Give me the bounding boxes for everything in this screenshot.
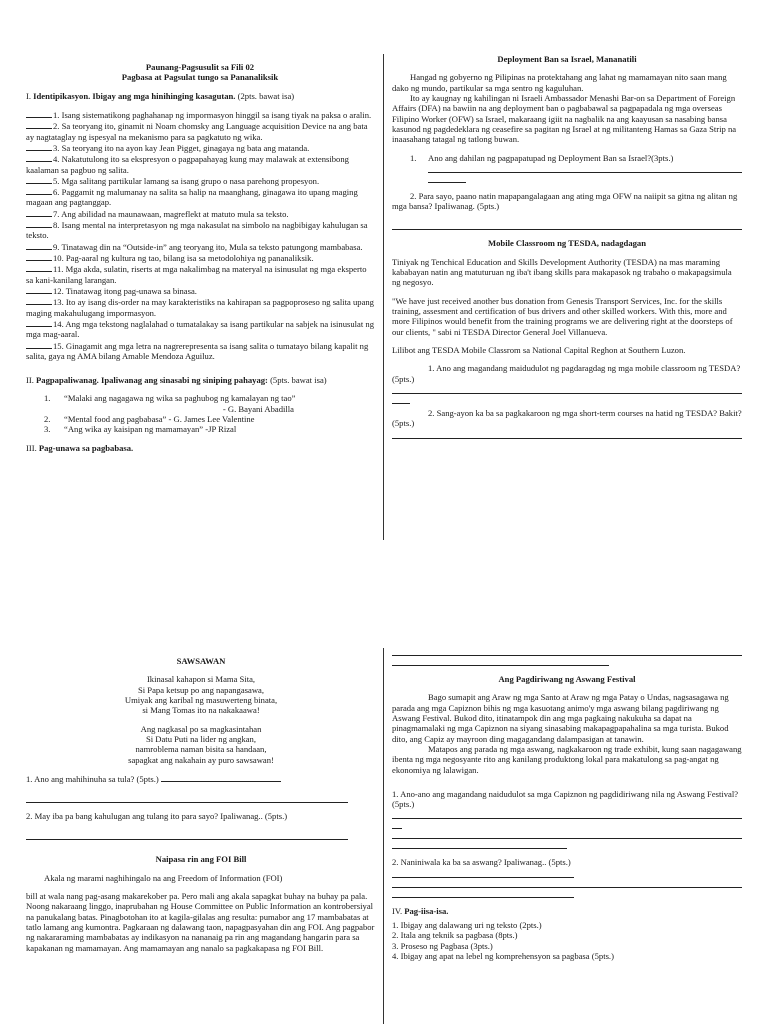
answer-blank[interactable] <box>26 340 52 349</box>
article-paragraph: Lilibot ang TESDA Mobile Classrom sa National Capital Reghon at Southern Luzon. <box>392 344 686 355</box>
column-divider-top <box>383 54 384 540</box>
question-item: 1. Ano-ano ang magandang naidudulot sa mga Capiznon ng pagdidiriwang nila ng Aswang Festival? (5pts.) <box>392 788 739 810</box>
article-paragraph: Matapos ang parada ng mga aswang, nagkakaroon ng trade exhibit, kung saan nagagawang ibenta ng mga negosyante rito ang kanilang produktong lokal para makatulong sa pag-angat ng ekonomiya ng lalawigan. <box>392 743 742 775</box>
identification-item: 13. Ito ay isang dis-order na may karakteristiks na kahirapan sa pagpoproseso ng salita upang maging makahulugang impormasyon. <box>26 297 374 318</box>
poem-line: Ikinasal kahapon si Mama Sita, <box>146 674 256 685</box>
quote-item: 3. “Ang wika ay kaisipan ng mamamayan” -JP Rizal <box>44 424 237 435</box>
poem-line: Umiyak ang karibal ng masuwerteng binata, <box>124 694 278 705</box>
answer-blank[interactable] <box>26 208 52 217</box>
quote-item: 2. “Mental food ang pagbabasa” - G. James Lee Valentine <box>44 414 255 425</box>
article-title: Naipasa rin ang FOI Bill <box>155 854 247 865</box>
answer-blank[interactable] <box>26 175 52 184</box>
answer-line[interactable] <box>428 173 466 183</box>
answer-line[interactable] <box>26 821 348 840</box>
identification-item: 11. Mga akda, sulatin, riserts at mga nakalimbag na materyal na isinusulat ng mga eksperto sa kani-kanilang larangan. <box>26 264 367 285</box>
poem-line: sapagkat ang nakahain ay puro sawsawan! <box>128 754 274 765</box>
section-3-heading: III. Pag-unawa sa pagbabasa. <box>26 442 134 453</box>
answer-blank[interactable] <box>26 142 52 151</box>
answer-blank[interactable] <box>26 285 52 294</box>
quote-list <box>26 393 374 434</box>
poem-line: Ang nagkasal po sa magkasintahan <box>140 723 262 734</box>
answer-blank[interactable] <box>26 120 52 129</box>
article-title: Ang Pagdiriwang ng Aswang Festival <box>498 674 636 684</box>
article-paragraph: Akala ng marami naghihingalo na ang Freedom of Information (FOI) <box>44 872 283 883</box>
section-4-heading: IV. Pag-iisa-isa. <box>392 905 449 916</box>
answer-line[interactable] <box>392 839 567 849</box>
poem-stanza <box>26 674 376 715</box>
answer-line[interactable] <box>392 211 742 230</box>
question-item: 2. Para sayo, paano natin mapapangalagaan ang ating mga OFW na naiipit sa gitna ng alitan ng mga bansa? Ipaliwanag. (5pts.) <box>392 190 738 212</box>
question-item: 2. Naniniwala ka ba sa aswang? Ipaliwanag.. (5pts.) <box>392 857 571 868</box>
question-item: 1. Ano ang mahihinuha sa tula? (5pts.) <box>26 773 376 784</box>
answer-line[interactable] <box>392 646 742 656</box>
answer-line[interactable] <box>392 829 742 839</box>
section-1-heading: I. Identipikasyon. Ibigay ang mga hinihinging kasagutan. (2pts. bawat isa) <box>26 90 295 101</box>
reading-sawsawan <box>26 656 376 1024</box>
poem-title: SAWSAWAN <box>176 656 226 666</box>
enumeration-item: 2. Itala ang teknik sa pagbasa (8pts.) <box>392 930 518 941</box>
poem-line: namroblema naman bisita sa handaan, <box>135 744 267 755</box>
identification-item: 5. Mga salitang partikular lamang sa isang grupo o nasa parehong propesyon. <box>26 175 374 186</box>
answer-line[interactable] <box>392 809 742 819</box>
identification-item: 8. Isang mental na interpretasyon ng mga nakasulat na simbolo na nagbibigay kahulugan sa teksto. <box>26 220 368 241</box>
answer-line[interactable] <box>392 819 402 829</box>
enumeration-item: 3. Proseso ng Pagbasa (3pts.) <box>392 940 493 951</box>
enumeration-item: 1. Ibigay ang dalawang uri ng teksto (2pts.) <box>392 920 542 931</box>
answer-blank[interactable] <box>26 153 52 162</box>
answer-line[interactable] <box>392 888 574 898</box>
exam-section-identification <box>26 62 374 532</box>
section-2-heading: II. Pagpapaliwanag. Ipaliwanag ang sinasabi ng siniping pahayag: (5pts. bawat isa) <box>26 375 327 386</box>
identification-item: 9. Tinatawag din na “Outside-in” ang teoryang ito, Mula sa teksto patungong mambabasa. <box>26 241 374 252</box>
identification-item: 10. Pag-aaral ng kultura ng tao, bilang isa sa metodolohiya ng pananaliksik. <box>26 252 374 263</box>
exam-title: Paunang-Pagsusulit sa Fili 02 <box>145 62 255 72</box>
answer-line[interactable] <box>161 773 281 782</box>
identification-item: 6. Paggamit ng malumanay na salita sa halip na maanghang, ginagawa ito upang maging magaan ang pagtanggap. <box>26 187 358 208</box>
identification-item: 1. Isang sistematikong paghahanap ng impormasyon hinggil sa isang tiyak na paksa o aralin. <box>26 109 374 120</box>
answer-blank[interactable] <box>26 241 52 250</box>
article-paragraph: Hangad ng gobyerno ng Pilipinas na protektahang ang lahat ng mamamayan nito saan mang dako ng mundo, partikular sa mga sentro ng kaguluhan. <box>392 72 727 93</box>
article-quote: "We have just received another bus donation from Genesis Transport Services, Inc. for the skills training, assesment and certification of bus drivers and other skilled workers. With this, more and more Filipinos would benefit from the training programs we are delivering right at the doorsteps of our clients, " sabi ni TESDA Director General Joel Villanueva. <box>392 295 733 337</box>
poem-line: Si Papa ketsup po ang napangasawa, <box>137 684 264 695</box>
answer-line[interactable] <box>392 878 742 888</box>
identification-item: 7. Ang abilidad na maunawaan, magreflekt at matuto mula sa teksto. <box>26 208 374 219</box>
question-item: 2. Sang-ayon ka ba sa pagkakaroon ng mga short-term courses na hatid ng TESDA? Bakit?(5pts.) <box>392 407 742 429</box>
identification-item: 2. Sa teoryang ito, ginamit ni Noam chomsky ang Language acquisition Device na ang bata ay nagtataglay ng ispesyal na mekanismo para sa pagkatuto ng wika. <box>26 121 368 142</box>
identification-item: 12. Tinatawag itong pag-unawa sa binasa. <box>26 285 374 296</box>
article-title: Mobile Classroom ng TESDA, nadagdagan <box>488 238 646 249</box>
article-title: Deployment Ban sa Israel, Mananatili <box>497 54 637 64</box>
article-paragraph: bill at wala nang pag-asang makarekober pa. Pero mali ang akala sapagkat buhay na buhay pa pala. Noong nakaraang linggo, inaprubahan ng House Committee on Public Information an kontrobersiyal na panukalang batas. Pinagbotohan ito at kagila-gilalas ang resulta: pumabor ang 17 mambabatas at tatlo lamang ang kumontra. Pagkaraan ng dalawang taon, napagpasyahan din ang FOI. Ang pagpabor ng nakararaming mambabatas ay indikasyon na nananaig pa rin ang magandang hangarin para sa kapakanan ng mamamayan. Ang mamamayan ang nanalo sa pagkakapasa ng FOI Bill. <box>26 891 375 953</box>
reading-aswang-festival <box>392 646 742 1024</box>
answer-blank[interactable] <box>26 109 52 118</box>
answer-blank[interactable] <box>26 263 52 272</box>
exam-subtitle: Pagbasa at Pagsulat tungo sa Pananaliksik <box>121 72 279 83</box>
poem-stanza <box>26 724 376 765</box>
identification-item: 14. Ang mga tekstong naglalahad o tumatalakay sa isang partikular na sabjek na isinusulat ng mga mag-aaral. <box>26 318 374 340</box>
answer-line[interactable] <box>428 163 742 173</box>
quote-item: 1. “Malaki ang nagagawa ng wika sa paghubog ng kamalayan ng tao” <box>44 393 296 404</box>
identification-item: 15. Ginagamit ang mga letra na nagrerepresenta sa isang salita o tumatayo bilang kapalit ng salita, gaya ng AMA bilang Amable Mendoza Aguiluz. <box>26 340 369 361</box>
answer-line[interactable] <box>392 429 742 439</box>
poem-line: si Mang Tomas ito na nakakaawa! <box>142 705 260 716</box>
quote-author: - G. Bayani Abadilla <box>222 403 294 414</box>
question-item: 2. May iba pa bang kahulugan ang tulang ito para sayo? Ipaliwanag.. (5pts.) <box>26 811 288 822</box>
reading-deployment-ban <box>392 54 742 530</box>
answer-line[interactable] <box>392 384 742 394</box>
question-item: 1. Ano ang magandang maidudulot ng pagdaragdag ng mga mobile classroom ng TESDA? (5pts.) <box>392 363 741 384</box>
article-paragraph: Ito ay kaugnay ng kahilingan ni Israeli Ambassador Menashi Bar-on sa Department of Foreign Affairs (DFA) na bawiin na ang deployment ban o pagbabawal sa pagpapadala ng mga overseas Filipino Worker (OFW) sa Israel, makaraang igiit na nagbalik na ang kaayusan sa nasabing bansa kasunod ng pagdedeklara ng ceasefire sa pagitan ng Israel at ng militanteng Hamas sa Gaza Strip na inaasahang tatagal ng tatlong buwan. <box>392 92 737 145</box>
answer-blank[interactable] <box>26 252 52 261</box>
answer-line[interactable] <box>392 656 609 666</box>
article-paragraph: Tiniyak ng Tenchical Education and Skills Development Authority (TESDA) na mas maraming kababayan natin ang matuturuan ng iba't ibang skills para makapasok ng trabaho o makapagsimula ng negosyo. <box>392 256 732 288</box>
answer-blank[interactable] <box>26 296 52 305</box>
column-divider-bottom <box>383 648 384 1024</box>
identification-item: 4. Nakatutulong ito sa ekspresyon o pagpapahayag kung may malawak at extensibong kaalaman sa pagbuo ng salita. <box>26 154 349 175</box>
answer-line[interactable] <box>392 868 574 878</box>
question-item: 1. Ano ang dahilan ng pagpapatupad ng Deployment Ban sa Israel?(3pts.) <box>392 153 742 183</box>
article-paragraph: Bago sumapit ang Araw ng mga Santo at Araw ng mga Patay o Undas, nagsasagawa ng parada ang mga Capiznon bihis ng mga kasuotang animo'y mga aswang bilang pagdiriwang ng Aswang Festival. Bukod dito, itinatampok din ang mga pagkaing nakukuha sa dapat na pinagmamalaki ng mga Capiznon na siyang sinasabing makapagpapahalina sa mga turista. Bukod dito, ang Capiz ay mayroon ding magagandang dalampasigan at tanawin. <box>392 692 729 744</box>
answer-blank[interactable] <box>26 219 52 228</box>
answer-blank[interactable] <box>26 186 52 195</box>
identification-items <box>26 109 374 361</box>
identification-item: 3. Sa teoryang ito na ayon kay Jean Pigget, ginagaya ng bata ang matanda. <box>26 142 374 153</box>
poem-line: Si Datu Puti na lider ng angkan, <box>145 733 257 744</box>
answer-line[interactable] <box>392 394 410 404</box>
answer-blank[interactable] <box>26 318 52 327</box>
enumeration-list <box>392 920 742 961</box>
answer-line[interactable] <box>26 784 348 803</box>
enumeration-item: 4. Ibigay ang apat na lebel ng komprehensyon sa pagbasa (5pts.) <box>392 951 614 961</box>
